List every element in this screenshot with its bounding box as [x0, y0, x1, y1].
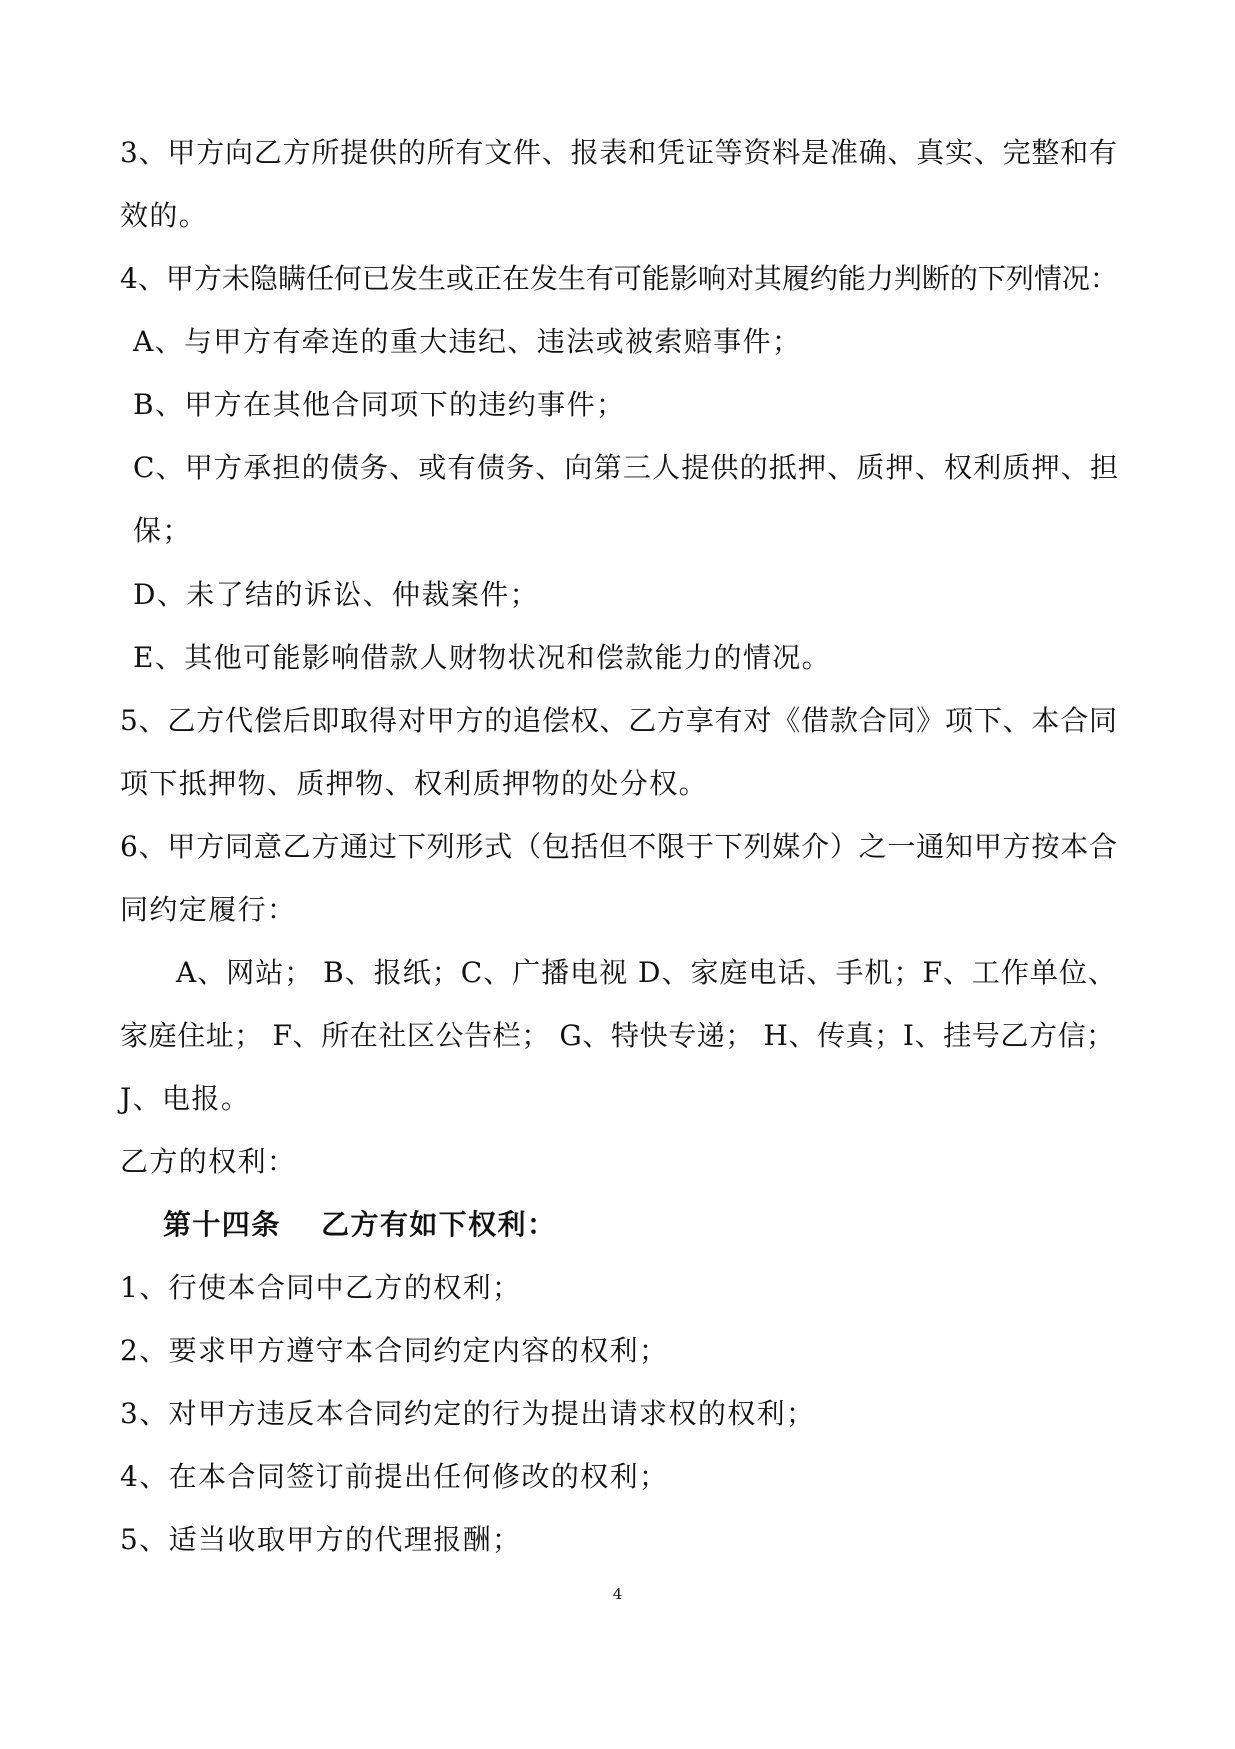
- clause-6-line-2: 同约定履行：: [120, 893, 297, 926]
- clause-6-line-1: 6、甲方同意乙方通过下列形式（包括但不限于下列媒介）之一通知甲方按本合: [120, 830, 1118, 863]
- media-list-line-2: 家庭住址； F、所在社区公告栏； G、特快专递； H、传真；I、挂号乙方信；: [120, 1019, 1115, 1052]
- right-3: 3、对甲方违反本合同约定的行为提出请求权的权利；: [120, 1397, 816, 1430]
- item-d: D、未了结的诉讼、仲裁案件；: [133, 578, 540, 611]
- article-14-heading: 第十四条 乙方有如下权利：: [163, 1208, 557, 1241]
- clause-5-line-1: 5、乙方代偿后即取得对甲方的追偿权、乙方享有对《借款合同》项下、本合同: [120, 704, 1118, 737]
- clause-4: 4、甲方未隐瞒任何已发生或正在发生有可能影响对其履约能力判断的下列情况：: [120, 262, 1118, 295]
- item-a: A、与甲方有牵连的重大违纪、违法或被索赔事件；: [133, 325, 802, 358]
- right-2: 2、要求甲方遵守本合同约定内容的权利；: [120, 1334, 669, 1367]
- right-1: 1、行使本合同中乙方的权利；: [120, 1271, 522, 1304]
- right-5: 5、适当收取甲方的代理报酬；: [120, 1523, 522, 1556]
- item-c-line-1: C、甲方承担的债务、或有债务、向第三人提供的抵押、质押、权利质押、担: [133, 451, 1120, 484]
- media-list-line-3: J、电报。: [120, 1082, 251, 1115]
- clause-3-line-2: 效的。: [120, 199, 209, 232]
- item-c-line-2: 保；: [133, 514, 192, 547]
- item-e: E、其他可能影响借款人财物状况和偿款能力的情况。: [133, 641, 832, 674]
- item-b: B、甲方在其他合同项下的违约事件；: [133, 388, 626, 421]
- right-4: 4、在本合同签订前提出任何修改的权利；: [120, 1460, 669, 1493]
- media-list-line-1: A、网站； B、报纸；C、广播电视 D、家庭电话、手机；F、工作单位、: [176, 956, 1117, 989]
- section-party-b-rights: 乙方的权利：: [120, 1145, 297, 1178]
- clause-3-line-1: 3、甲方向乙方所提供的所有文件、报表和凭证等资料是准确、真实、完整和有: [120, 136, 1118, 169]
- page-number: 4: [612, 1585, 623, 1603]
- clause-5-line-2: 项下抵押物、质押物、权利质押物的处分权。: [120, 767, 709, 800]
